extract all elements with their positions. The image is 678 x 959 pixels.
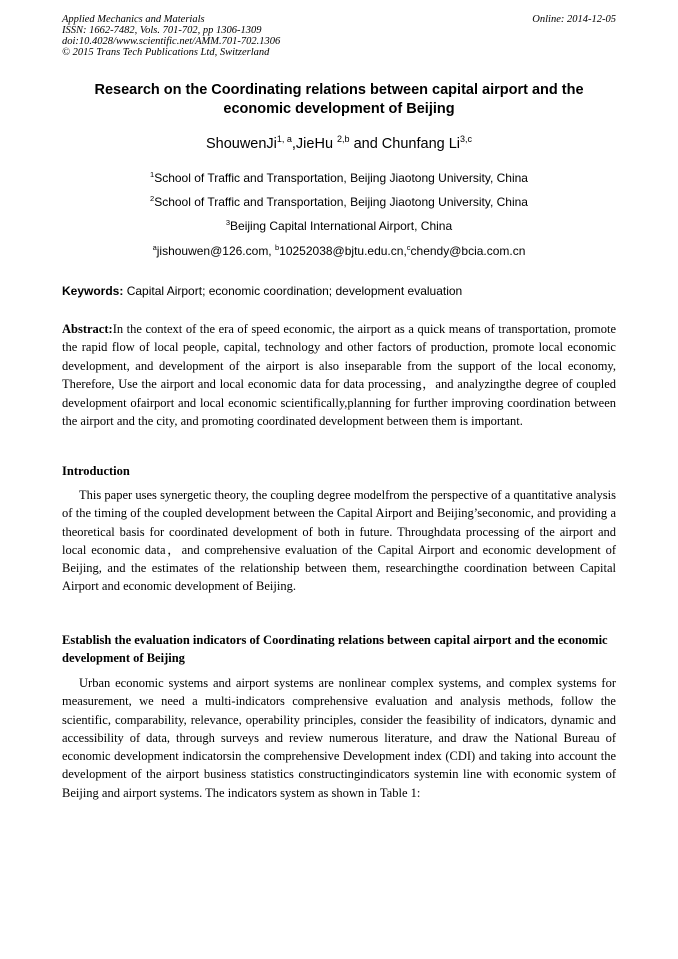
author-1-sup: 1, a [276, 134, 292, 144]
email-c-sup: c [406, 243, 411, 252]
affiliation-3-sup: 3 [225, 218, 231, 227]
author-2-sup: 2,b [337, 134, 350, 144]
author-2-name: ,JieHu [291, 136, 338, 152]
email-line [62, 244, 616, 259]
keywords-label: Keywords: [62, 284, 124, 298]
email-a: jishouwen@126.com, [156, 244, 275, 258]
journal-issn: ISSN: 1662-7482, Vols. 701-702, pp 1306-1309 [62, 25, 262, 36]
affiliation-3-text: Beijing Capital International Airport, China [230, 219, 453, 233]
keywords [62, 284, 616, 299]
affiliation-1-sup: 1 [150, 170, 155, 179]
journal-copyright: © 2015 Trans Tech Publications Ltd, Switzerland [62, 47, 270, 58]
author-1-name: ShouwenJi [205, 136, 277, 152]
abstract-label: Abstract: [62, 322, 113, 336]
online-date: Online: 2014-12-05 [532, 14, 616, 25]
affiliation-2-text: School of Traffic and Transportation, Beijing Jiaotong University, China [154, 195, 528, 209]
abstract-text: In the context of the era of speed economic, the airport as a quick means of transportation, promote the rapid flow of local people, capital, technology and other factors of production, promote local economic development, and development of the airport is also inseparable from the support of the local economy, Therefore, Use the airport and local economic data for data processing，and analyzingthe degree of coupled development ofairport and local economic scientifically,planning for further improving coordination between the airport and the city, and promoting coordinated development between them is important. [62, 322, 616, 429]
email-b: 10252038@bjtu.edu.cn, [279, 244, 407, 258]
section-text-introduction: This paper uses synergetic theory, the coupling degree modelfrom the perspective of a quantitative analysis of the timing of the coupled development between the Capital Airport and Beijing’seconomic, and providing a theoretical basis for coordinated development of both in future. Throughdata processing of the airport and local economic data，and comprehensive evaluation of the Capital Airport and economic development of Beijing, and the estimates of the relationship between them, researchingthe coordination between Capital Airport and economic development of Beijing. [62, 488, 616, 594]
email-b-sup: b [274, 243, 280, 252]
affiliation-1 [62, 171, 616, 186]
section-heading-introduction: Introduction [62, 464, 130, 478]
email-a-sup: a [152, 243, 157, 252]
keywords-text: Capital Airport; economic coordination; development evaluation [123, 284, 463, 298]
journal-doi: doi:10.4028/www.scientific.net/AMM.701-702.1306 [62, 36, 281, 47]
author-3-name: and Chunfang Li [349, 136, 461, 152]
section-text-indicators: Urban economic systems and airport systems are nonlinear complex systems, and complex systems for measurement, we need a multi-indicators comprehensive evaluation and analysis methods, follow the scientific, comparability, relevance, operability principles, consider the feasibility of indicators, dynamic and accessibility of data, through surveys and review numerous literature, and draw the National Bureau of economic development indicatorsin the comprehensive Development index (CDI) and taking into account the development of the airport business statistics constructingindicators systemin line with economic system of Beijing and airport systems. The indicators system as shown in Table 1: [62, 676, 616, 800]
affiliation-2-sup: 2 [150, 194, 155, 203]
paper-title: Research on the Coordinating relations between capital airport and the economic development of Beijing [94, 82, 584, 117]
journal-header [62, 14, 616, 58]
abstract [62, 320, 616, 430]
affiliation-3 [62, 219, 616, 234]
author-line [62, 134, 616, 154]
journal-name: Applied Mechanics and Materials [62, 14, 205, 25]
affiliation-2 [62, 195, 616, 210]
affiliation-1-text: School of Traffic and Transportation, Beijing Jiaotong University, China [154, 171, 528, 185]
author-3-sup: 3,c [460, 134, 473, 144]
email-c: chendy@bcia.com.cn [410, 244, 526, 258]
section-heading-indicators: Establish the evaluation indicators of Coordinating relations between capital airport and the economic development of Beijing [62, 633, 608, 665]
